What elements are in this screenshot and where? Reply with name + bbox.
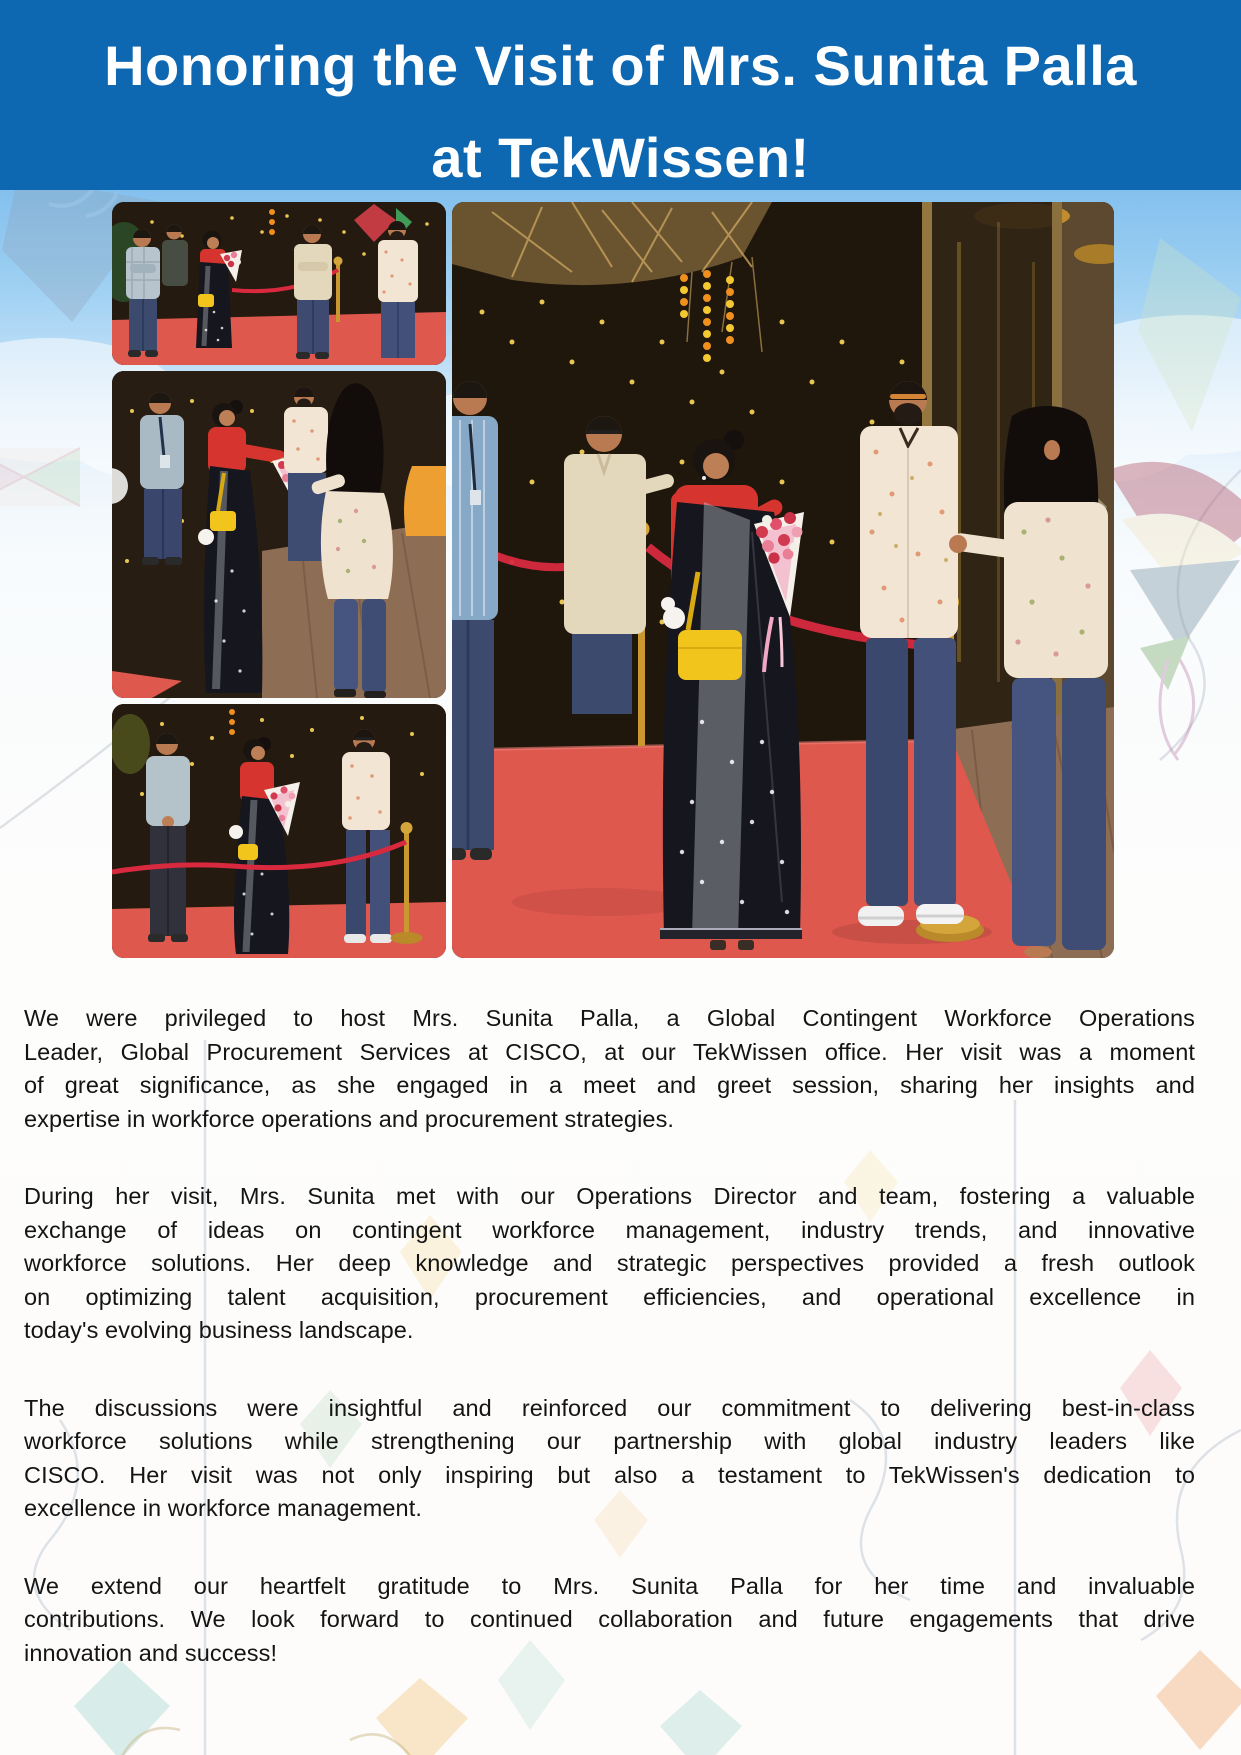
body-text-line: During her visit, Mrs. Sunita met with our Operations Director and team, fostering a valuable: [24, 1183, 1195, 1209]
article: [24, 1002, 1195, 1714]
body-paragraph: [24, 1180, 1195, 1348]
photo-team-lineup: [112, 202, 446, 365]
photo-illustration: [112, 704, 446, 958]
body-paragraph: [24, 1570, 1195, 1671]
body-text-line: of great significance, as she engaged in a meet and greet session, sharing her insights and: [24, 1072, 1195, 1098]
body-text-line: We extend our heartfelt gratitude to Mrs. Sunita Palla for her time and invaluable: [24, 1572, 1195, 1599]
body-text-line: CISCO. Her visit was not only inspiring but also a testament to TekWissen's dedication to: [24, 1461, 1195, 1488]
photo-entrance-welcome: [452, 202, 1114, 958]
body-paragraph: [24, 1002, 1195, 1136]
body-text-line: The discussions were insightful and reinforced our commitment to delivering best-in-class: [24, 1394, 1195, 1421]
body-text-line: Leader, Global Procurement Services at CISCO, at our TekWissen office. Her visit was a moment: [24, 1038, 1195, 1065]
body-text-line: exchange of ideas on contingent workforce management, industry trends, and innovative: [24, 1216, 1195, 1243]
body-text-line: workforce solutions while strengthening our partnership with global industry leaders like: [24, 1428, 1195, 1454]
photo-illustration: [112, 202, 446, 365]
body-paragraph: [24, 1392, 1195, 1526]
body-text-line: contributions. We look forward to continued collaboration and future engagements that drive: [24, 1606, 1195, 1632]
body-text-line: excellence in workforce management.: [24, 1495, 422, 1521]
photo-illustration: [112, 371, 446, 698]
photo-bouquet-presentation: [112, 371, 446, 698]
body-text-line: workforce solutions. Her deep knowledge and strategic perspectives provided a fresh outlook: [24, 1250, 1195, 1276]
body-text-line: innovation and success!: [24, 1639, 278, 1666]
body-text-line: on optimizing talent acquisition, procurement efficiencies, and operational excellence in: [24, 1283, 1195, 1310]
body-text-line: expertise in workforce operations and procurement strategies.: [24, 1105, 675, 1132]
photo-illustration: [452, 202, 1114, 958]
page-title-line2: at TekWissen!: [431, 126, 810, 189]
body-text-line: today's evolving business landscape.: [24, 1317, 414, 1343]
body-text-line: We were privileged to host Mrs. Sunita Palla, a Global Contingent Workforce Operations: [24, 1005, 1195, 1031]
photo-team-smiling: [112, 704, 446, 958]
page-title-line1: Honoring the Visit of Mrs. Sunita Palla: [104, 34, 1137, 97]
